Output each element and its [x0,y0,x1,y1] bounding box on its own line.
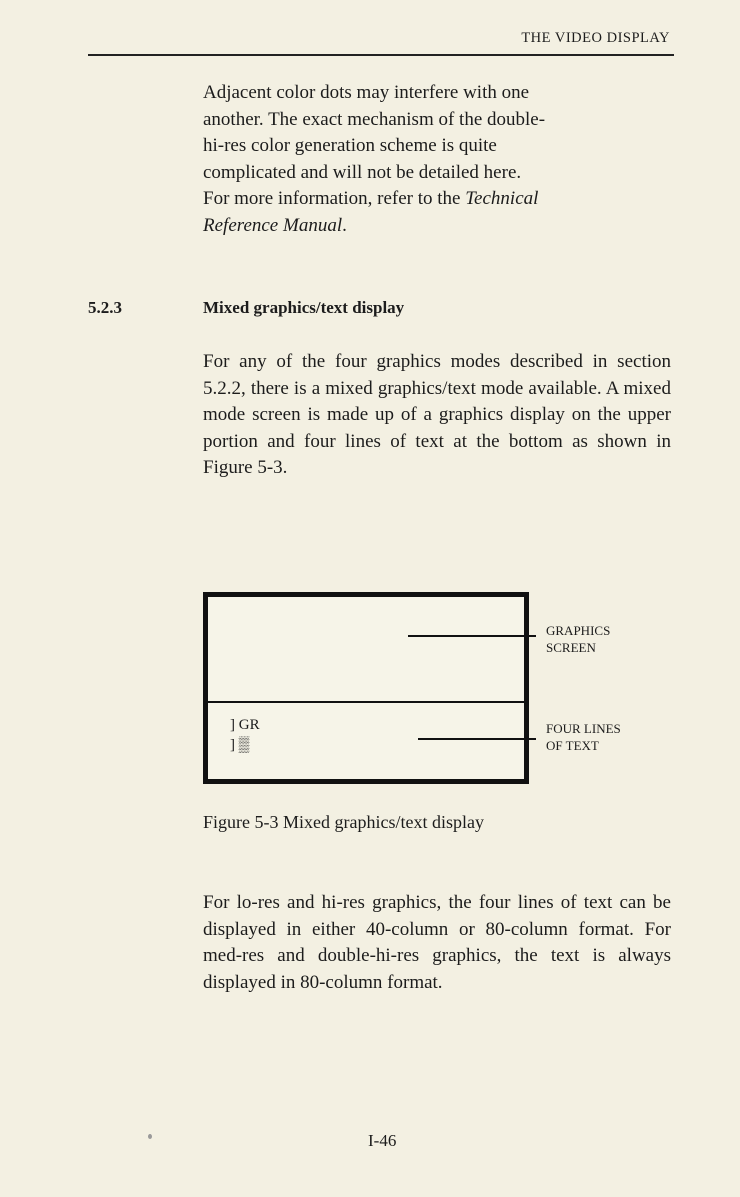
page-number: I-46 [368,1131,397,1150]
screen-line-cursor: ] ▒ [230,737,250,753]
para1-line-4: complicated and will not be detailed here. [203,161,522,183]
para1-line-5: For more information, refer to the [203,188,461,209]
header-rule [88,54,674,56]
section-title: Mixed graphics/text display [203,298,405,317]
para1-line-3: hi-res color generation scheme is quite [203,135,497,156]
manual-title-part1: Technical [465,188,539,209]
callout-text-line1: FOUR LINES [546,721,621,736]
callout-text-line2: OF TEXT [546,738,599,753]
paragraph-mixed-mode: For any of the four graphics modes described in section 5.2.2, there is a mixed graphics/text mode available. A mixed mode screen is made up of a graphics display on the upper portion and four lines of text at the bottom as shown in Figure 5-3. [203,351,671,478]
callout-four-lines [546,720,621,754]
print-speck [148,1134,152,1139]
para1-line-1: Adjacent color dots may interfere with one [203,82,530,103]
para1-end: . [342,214,347,236]
screen-text-area [230,715,260,755]
figure-caption: Figure 5-3 Mixed graphics/text display [203,812,484,832]
screen-line-gr: ] GR [230,717,260,733]
text-leader-line [418,738,536,740]
running-header: THE VIDEO DISPLAY [521,30,670,46]
graphics-leader-line [408,635,536,637]
callout-graphics-line1: GRAPHICS [546,623,611,638]
section-number: 5.2.3 [88,298,122,317]
screen-divider [208,701,524,703]
paragraph-column-format: For lo-res and hi-res graphics, the four lines of text can be displayed in either 40-column or 80-column format. For med-res and double-hi-res graphics, the text is always displayed in 80-column format. [203,892,671,993]
callout-graphics-line2: SCREEN [546,640,596,655]
screen-diagram [203,592,529,784]
manual-title-part2: Reference Manual [203,214,343,236]
callout-graphics-screen [546,622,610,656]
paragraph-color-dots [203,80,671,239]
para1-line-2: another. The exact mechanism of the double- [203,108,546,130]
